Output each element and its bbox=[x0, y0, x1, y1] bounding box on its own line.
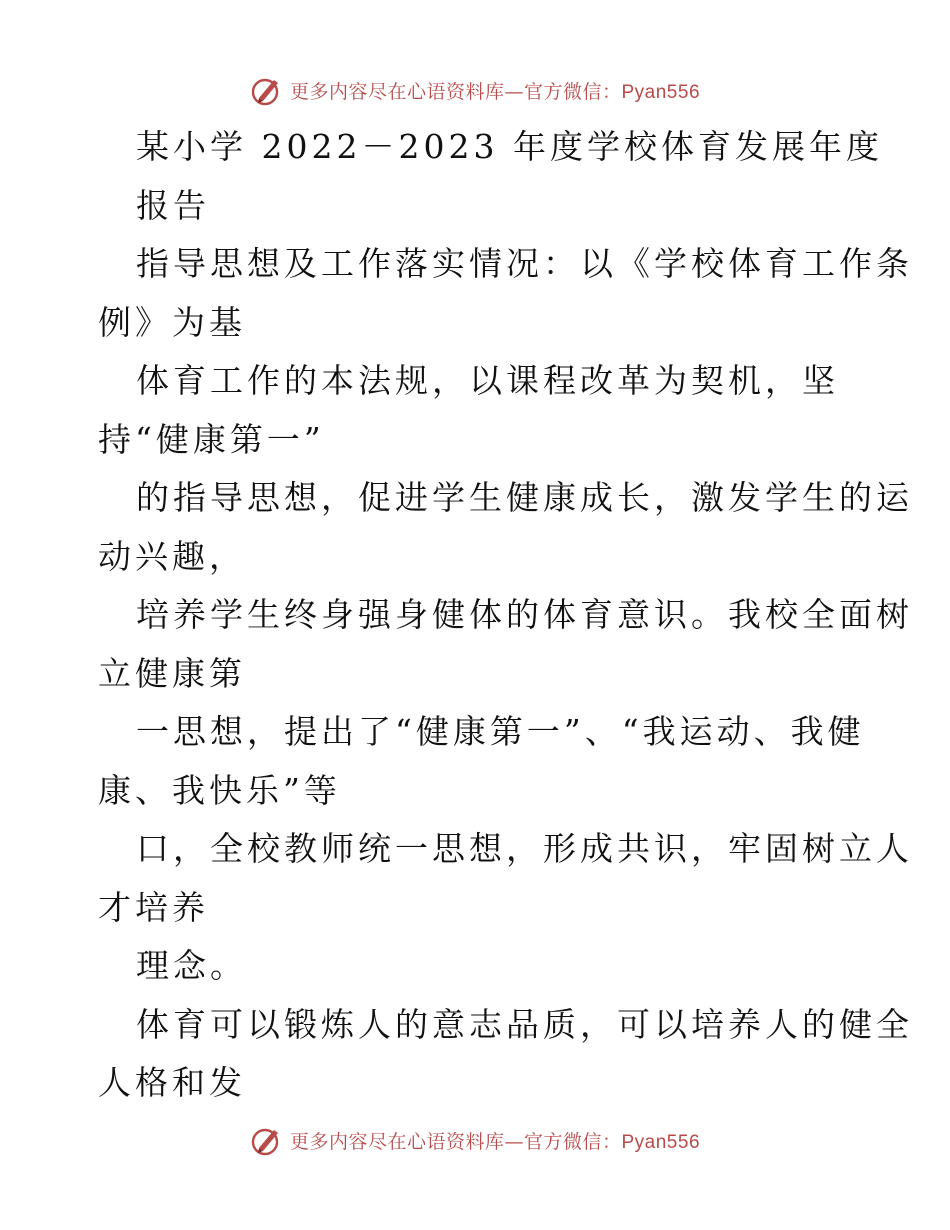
banner-text: 更多内容尽在心语资料库—官方微信：Pyan556 bbox=[289, 1130, 701, 1153]
text-line: 体育工作的本法规，以课程改革为契机，坚 bbox=[136, 361, 839, 400]
text-line: 报告 bbox=[136, 185, 210, 225]
banner-text: 更多内容尽在心语资料库—官方微信：Pyan556 bbox=[289, 80, 701, 103]
pen-logo-icon bbox=[250, 73, 284, 107]
text-line: 立健康第 bbox=[98, 653, 246, 693]
text-line: 康、我快乐”等 bbox=[98, 770, 341, 810]
header-banner bbox=[0, 70, 950, 110]
text-line: 指导思想及工作落实情况：以《学校体育工作条 bbox=[136, 244, 913, 283]
document-body bbox=[98, 118, 913, 1113]
text-line: 例》为基 bbox=[98, 302, 246, 342]
text-line: 体育可以锻炼人的意志品质，可以培养人的健全 bbox=[136, 1004, 913, 1044]
text-line: 理念。 bbox=[136, 946, 247, 985]
text-line: 动兴趣， bbox=[98, 536, 246, 576]
pen-logo-icon bbox=[250, 1123, 284, 1157]
text-line: 持“健康第一” bbox=[98, 419, 325, 459]
text-line: 口，全校教师统一思想，形成共识，牢固树立人 bbox=[136, 829, 913, 868]
text-line: 某小学 2022－2023 年度学校体育发展年度 bbox=[136, 127, 883, 166]
text-line: 才培养 bbox=[98, 887, 209, 927]
text-line: 一思想，提出了“健康第一”、“我运动、我健 bbox=[136, 712, 865, 751]
text-line: 的指导思想，促进学生健康成长，激发学生的运 bbox=[136, 478, 913, 517]
footer-banner bbox=[0, 1120, 950, 1160]
text-line: 人格和发 bbox=[98, 1063, 246, 1102]
text-line: 培养学生终身强身健体的体育意识。我校全面树 bbox=[136, 595, 913, 634]
